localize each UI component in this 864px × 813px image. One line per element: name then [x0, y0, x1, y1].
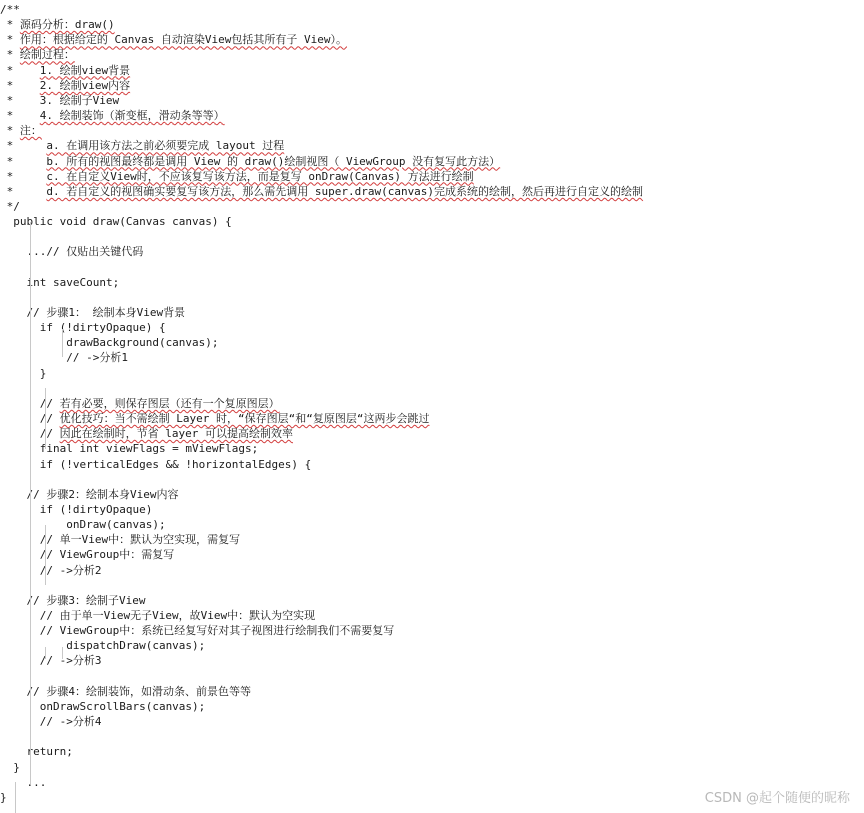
code-line: * 注：: [0, 124, 42, 138]
indent-guide: [45, 647, 46, 659]
code-line: onDrawScrollBars(canvas);: [0, 699, 206, 713]
code-line: ...: [0, 775, 47, 789]
code-line: // 因此在绘制时，节省 layer 可以提高绘制效率: [0, 427, 293, 441]
code-line: * b. 所有的视图最终都是调用 View 的 draw()绘制视图（ ViewGroup 没有复写此方法）: [0, 154, 501, 168]
code-line: drawBackground(canvas);: [0, 336, 219, 350]
spellcheck-underline: a. 在调用该方法之前必须要完成 layout 过程: [46, 139, 285, 153]
code-line: * d. 若自定义的视图确实要复写该方法，那么需先调用 super.draw(canvas)完成系统的绘制，然后再进行自定义的绘制: [0, 184, 644, 198]
code-line: /**: [0, 3, 20, 16]
indent-guide: [45, 525, 46, 586]
spellcheck-underline: 作用：根据给定的 Canvas 自动渲染View包括其所有子 View）。: [19, 33, 347, 47]
code-line: * 2. 绘制view内容: [0, 78, 131, 92]
code-line: // 步骤1： 绘制本身View背景: [0, 306, 186, 319]
code-line: int saveCount;: [0, 275, 120, 289]
code-line: // 若有必要，则保存图层（还有一个复原图层）: [0, 396, 280, 410]
code-line: }: [0, 760, 20, 774]
code-line: public void draw(Canvas canvas) {: [0, 215, 232, 229]
code-line: }: [0, 790, 7, 804]
code-line: * 4. 绘制装饰（渐变框，滑动条等等）: [0, 109, 225, 123]
code-line: // 由于单一View无子View，故View中：默认为空实现: [0, 609, 316, 622]
spellcheck-underline: 若有必要，则保存图层（还有一个复原图层）: [59, 396, 280, 410]
code-line: * a. 在调用该方法之前必须要完成 layout 过程: [0, 139, 285, 153]
code-line: onDraw(canvas);: [0, 518, 166, 532]
indent-guide: [30, 222, 31, 784]
spellcheck-underline: 1. 绘制view背景: [39, 63, 131, 77]
code-line: // ViewGroup中：需复写: [0, 548, 175, 562]
spellcheck-underline: 2. 绘制view内容: [39, 78, 131, 92]
spellcheck-underline: b. 所有的视图最终都是调用 View 的 draw()绘制视图（ ViewGroup 没有复写此方法）: [46, 154, 501, 168]
code-line: * 绘制过程：: [0, 48, 75, 62]
spellcheck-underline: c. 在自定义View时，不应该复写该方法，而是复写 onDraw(Canvas) 方法进行绘制: [46, 169, 474, 183]
code-line: // ->分析4: [0, 715, 102, 729]
code-line: return;: [0, 745, 73, 759]
code-line: // 步骤2：绘制本身View内容: [0, 487, 179, 501]
indent-guide: [45, 388, 46, 449]
code-line: // 优化技巧：当不需绘制 Layer 时，“保存图层“和“复原图层“这两步会跳过: [0, 412, 430, 426]
indent-guide: [62, 329, 63, 356]
code-line: * 3. 绘制子View: [0, 93, 120, 107]
code-line: // ->分析2: [0, 563, 102, 577]
spellcheck-underline: 源码分析：draw(): [19, 18, 115, 32]
csdn-watermark: CSDN @起个随便的昵称: [704, 791, 850, 806]
code-line: if (!dirtyOpaque): [0, 502, 153, 516]
code-line: // 步骤3：绘制子View: [0, 593, 146, 607]
spellcheck-underline: d. 若自定义的视图确实要复写该方法，那么需先调用 super.draw(canvas)完成系统的绘制，然后再进行自定义的绘制: [46, 184, 644, 198]
code-line: // 步骤4：绘制装饰，如滑动条、前景色等等: [0, 684, 251, 698]
spellcheck-underline: 因此在绘制时，节省 layer 可以提高绘制效率: [59, 427, 293, 441]
code-line: // ->分析1: [0, 351, 128, 365]
code-line: if (!dirtyOpaque) {: [0, 321, 166, 335]
code-line: }: [0, 366, 47, 380]
code-line: // 单一View中：默认为空实现，需复写: [0, 533, 241, 547]
indent-guide: [15, 782, 16, 812]
code-line: final int viewFlags = mViewFlags;: [0, 442, 259, 456]
code-line: */: [0, 199, 20, 213]
code-line: * c. 在自定义View时，不应该复写该方法，而是复写 onDraw(Canvas) 方法进行绘制: [0, 169, 474, 183]
code-line: dispatchDraw(canvas);: [0, 639, 206, 653]
code-line: ...// 仅贴出关键代码: [0, 245, 144, 259]
spellcheck-underline: 优化技巧：当不需绘制 Layer 时，“保存图层“和“复原图层“这两步会跳过: [59, 412, 430, 426]
code-line: * 源码分析：draw(): [0, 18, 115, 32]
spellcheck-underline: 4. 绘制装饰（渐变框，滑动条等等）: [39, 109, 225, 123]
spellcheck-underline: 绘制过程：: [19, 48, 75, 62]
code-line: * 1. 绘制view背景: [0, 63, 131, 77]
indent-guide: [62, 647, 63, 659]
code-line: // ->分析3: [0, 654, 102, 668]
code-line: if (!verticalEdges && !horizontalEdges) {: [0, 457, 312, 471]
code-line: // ViewGroup中：系统已经复写好对其子视图进行绘制我们不需要复写: [0, 624, 395, 638]
spellcheck-underline: 注：: [19, 124, 42, 138]
code-line: * 作用：根据给定的 Canvas 自动渲染View包括其所有子 View）。: [0, 33, 347, 47]
